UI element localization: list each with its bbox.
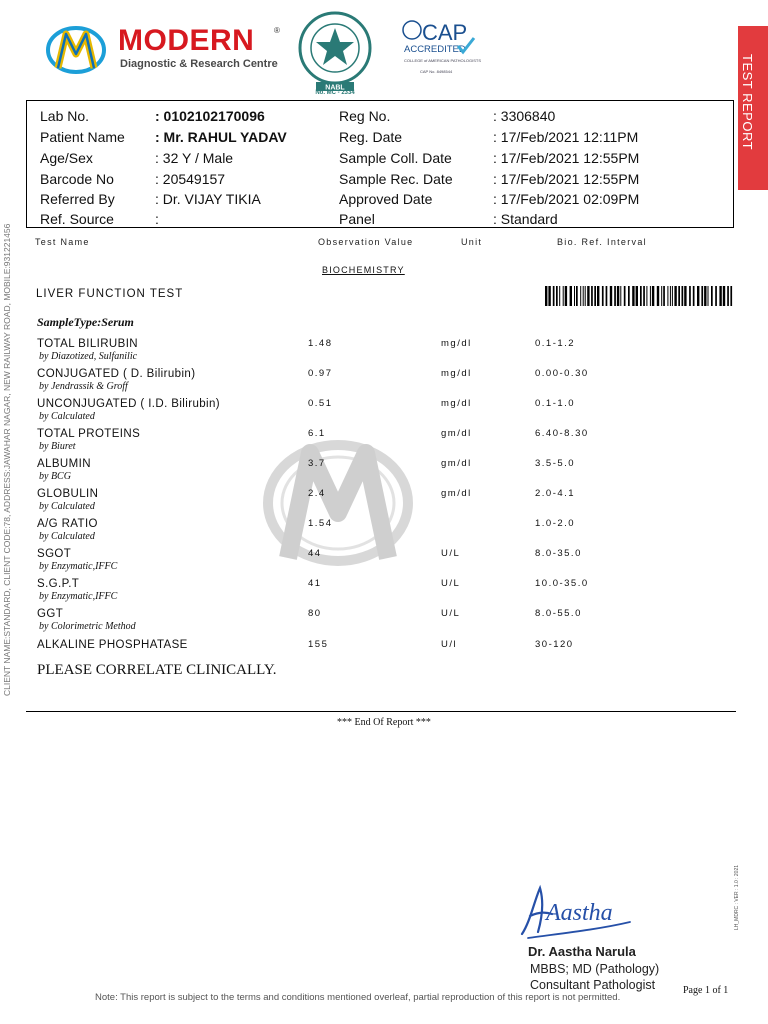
registered-mark: ® <box>274 26 280 35</box>
watermark-logo-icon <box>238 428 438 578</box>
test-method: by Enzymatic,IFFC <box>39 591 118 602</box>
reg-no-value: : 3306840 <box>493 108 556 124</box>
test-name: ALBUMIN <box>37 458 91 470</box>
barcode-image <box>545 286 733 306</box>
test-ref-interval: 8.0-35.0 <box>535 548 582 559</box>
test-unit: U/l <box>441 639 458 650</box>
approved-date-value: : 17/Feb/2021 02:09PM <box>493 191 640 207</box>
sample-rec-label: Sample Rec. Date <box>339 171 453 187</box>
referred-by-label: Referred By <box>40 191 115 207</box>
reg-date-value: : 17/Feb/2021 12:11PM <box>493 129 639 145</box>
test-name: GLOBULIN <box>37 488 99 500</box>
panel-title: LIVER FUNCTION TEST <box>36 288 184 300</box>
header-test-name: Test Name <box>35 237 90 247</box>
test-ref-interval: 1.0-2.0 <box>535 518 576 529</box>
test-ref-interval: 30-120 <box>535 639 574 650</box>
panel-label: Panel <box>339 211 375 227</box>
test-method: by Calculated <box>39 501 95 512</box>
header-ref-interval: Bio. Ref. Interval <box>557 237 647 247</box>
age-sex-label: Age/Sex <box>40 150 93 166</box>
test-report-tab-label: TEST REPORT <box>740 54 755 151</box>
sample-coll-label: Sample Coll. Date <box>339 150 452 166</box>
header-unit: Unit <box>461 237 483 247</box>
test-name: ALKALINE PHOSPHATASE <box>37 639 188 651</box>
barcode-label: Barcode No <box>40 171 114 187</box>
cap-number: CAP No. 8498544 <box>420 69 453 74</box>
test-name: SGOT <box>37 548 72 560</box>
sample-type: SampleType:Serum <box>37 315 134 329</box>
test-value: 155 <box>308 639 329 650</box>
test-ref-interval: 3.5-5.0 <box>535 458 576 469</box>
test-method: by Colorimetric Method <box>39 621 136 632</box>
test-method: by Calculated <box>39 531 95 542</box>
footer-note: Note: This report is subject to the terms and conditions mentioned overleaf, partial reproduction of this report is not permitted. <box>95 992 621 1003</box>
test-report-tab <box>738 26 768 190</box>
test-unit: U/L <box>441 578 461 589</box>
test-method: by Calculated <box>39 411 95 422</box>
test-unit: gm/dl <box>441 488 472 499</box>
cap-accredited-label: ACCREDITED <box>404 44 466 55</box>
test-unit: U/L <box>441 548 461 559</box>
ref-source-label: Ref. Source <box>40 211 114 227</box>
test-unit: gm/dl <box>441 428 472 439</box>
patient-name-label: Patient Name <box>40 129 125 145</box>
test-ref-interval: 6.40-8.30 <box>535 428 589 439</box>
test-value: 6.1 <box>308 428 326 439</box>
test-name: GGT <box>37 608 64 620</box>
test-method: by Enzymatic,IFFC <box>39 561 118 572</box>
test-ref-interval: 2.0-4.1 <box>535 488 576 499</box>
doctor-designation: Consultant Pathologist <box>530 978 656 992</box>
test-value: 80 <box>308 608 322 619</box>
test-name: CONJUGATED ( D. Bilirubin) <box>37 368 196 380</box>
ref-source-value: : <box>155 211 159 227</box>
test-value: 3.7 <box>308 458 326 469</box>
doctor-name: Dr. Aastha Narula <box>528 944 636 959</box>
reg-date-label: Reg. Date <box>339 129 403 145</box>
header-observation: Observation Value <box>318 237 414 247</box>
reg-no-label: Reg No. <box>339 108 391 124</box>
brand-name: MODERN <box>118 24 255 57</box>
test-value: 44 <box>308 548 322 559</box>
test-value: 41 <box>308 578 322 589</box>
test-value: 1.54 <box>308 518 333 529</box>
test-method: by Diazotized, Sulfanilic <box>39 351 138 362</box>
doctor-signature <box>516 882 636 944</box>
test-unit: mg/dl <box>441 338 472 349</box>
test-name: TOTAL PROTEINS <box>37 428 141 440</box>
version-label: LH_MDRC : VER : 1.0 : 2021 <box>734 864 740 930</box>
nabl-label: NABL <box>325 84 345 92</box>
lab-no-value: : 0102102170096 <box>155 108 265 124</box>
test-ref-interval: 0.1-1.0 <box>535 398 576 409</box>
test-value: 2.4 <box>308 488 326 499</box>
cap-label: CAP <box>422 20 468 45</box>
patient-name-value: : Mr. RAHUL YADAV <box>155 129 287 145</box>
nabl-seal-icon <box>296 10 374 98</box>
test-ref-interval: 0.00-0.30 <box>535 368 589 379</box>
test-method: by Jendrassik & Groff <box>39 381 128 392</box>
test-unit: U/L <box>441 608 461 619</box>
panel-value: : Standard <box>493 211 558 227</box>
test-ref-interval: 10.0-35.0 <box>535 578 589 589</box>
modern-logo-icon <box>44 24 108 76</box>
test-name: TOTAL BILIRUBIN <box>37 338 139 350</box>
signature-text: Aastha <box>546 900 613 926</box>
section-title: BIOCHEMISTRY <box>322 265 405 275</box>
patient-info-box <box>26 100 734 228</box>
page-number: Page 1 of 1 <box>683 985 729 996</box>
client-info-sidebar: CLIENT NAME:STANDARD, CLIENT CODE:78, ADDRESS:JAWAHAR NAGAR, NEW RAILWAY ROAD, MOBILE:931221456 <box>2 223 12 697</box>
end-of-report: *** End Of Report *** <box>337 717 431 728</box>
test-unit: gm/dl <box>441 458 472 469</box>
test-method: by Biuret <box>39 441 76 452</box>
test-value: 0.97 <box>308 368 333 379</box>
test-unit: mg/dl <box>441 398 472 409</box>
test-name: A/G RATIO <box>37 518 98 530</box>
test-unit: mg/dl <box>441 368 472 379</box>
doctor-qualification: MBBS; MD (Pathology) <box>530 962 660 976</box>
lab-no-label: Lab No. <box>40 108 90 124</box>
test-value: 1.48 <box>308 338 333 349</box>
approved-date-label: Approved Date <box>339 191 433 207</box>
test-ref-interval: 8.0-55.0 <box>535 608 582 619</box>
test-ref-interval: 0.1-1.2 <box>535 338 576 349</box>
barcode-value: : 20549157 <box>155 171 226 187</box>
test-method: by BCG <box>39 471 71 482</box>
age-sex-value: : 32 Y / Male <box>155 150 234 166</box>
nabl-code: No. MC - 2334 <box>315 90 355 96</box>
test-name: UNCONJUGATED ( I.D. Bilirubin) <box>37 398 221 410</box>
sample-rec-value: : 17/Feb/2021 12:55PM <box>493 171 640 187</box>
sample-coll-value: : 17/Feb/2021 12:55PM <box>493 150 640 166</box>
divider <box>26 711 736 712</box>
test-name: S.G.P.T <box>37 578 80 590</box>
brand-subtitle: Diagnostic & Research Centre <box>120 58 278 70</box>
cap-subtitle: COLLEGE of AMERICAN PATHOLOGISTS <box>404 58 481 63</box>
test-value: 0.51 <box>308 398 333 409</box>
correlate-note: PLEASE CORRELATE CLINICALLY. <box>37 662 277 678</box>
referred-by-value: : Dr. VIJAY TIKIA <box>155 191 261 207</box>
